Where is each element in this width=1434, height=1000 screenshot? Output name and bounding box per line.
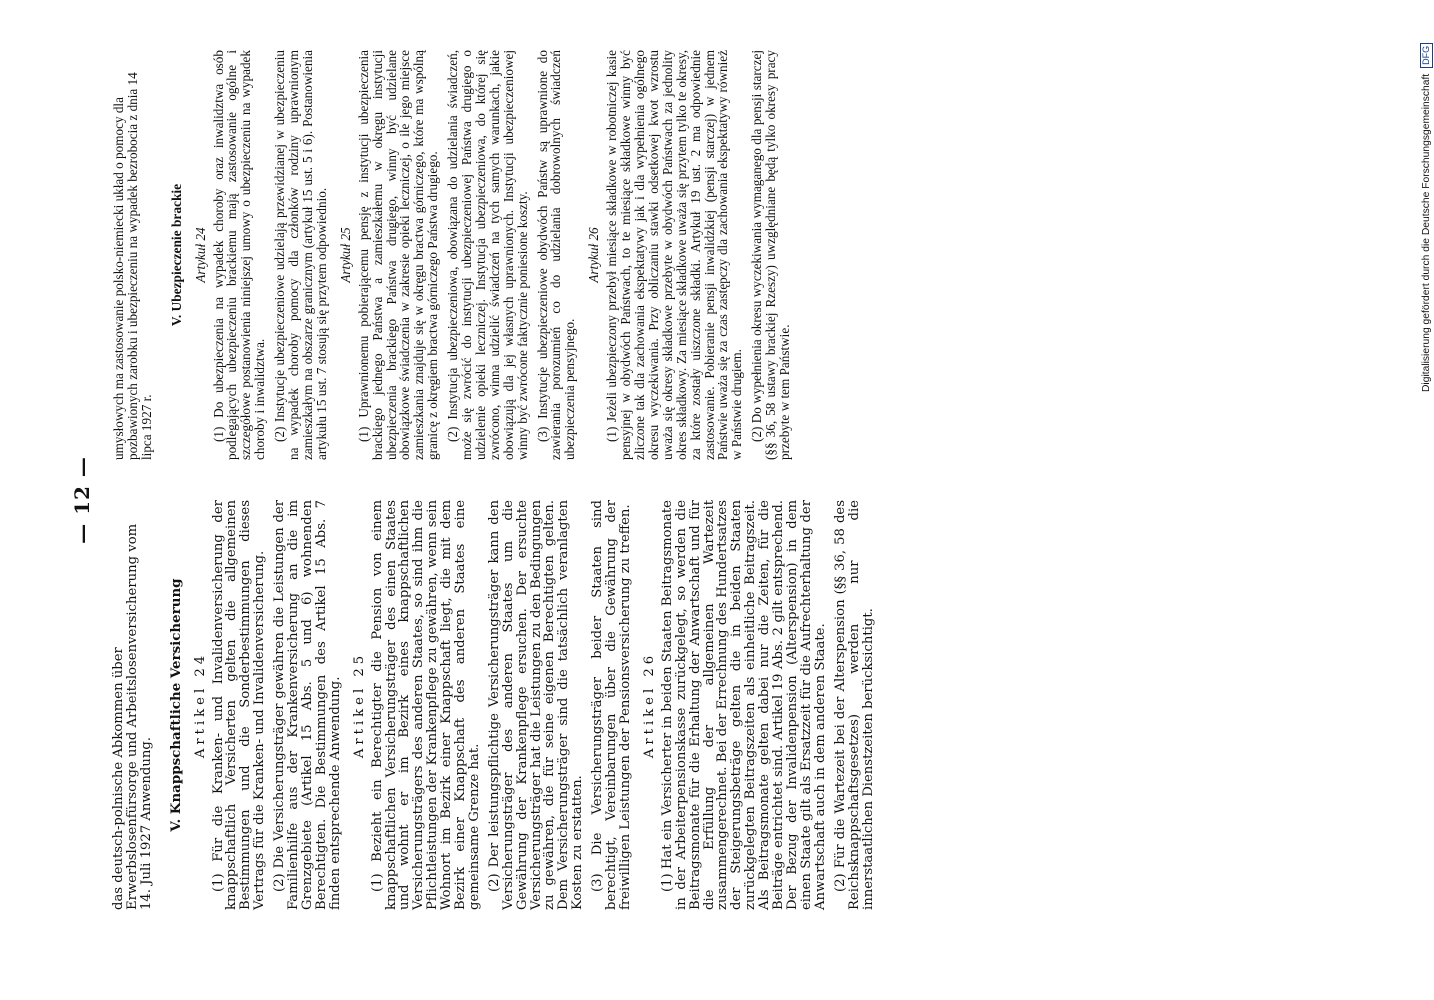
polish-intro: umysłowych ma zastosowanie polsko-niemiecki układ o pomocy dla pozbawionych zarobku i ubezpieczeniu na wypadek bezrobocia z dnia 14 lipca 1927 r. — [111, 72, 154, 460]
german-article-24-paragraph-2: (2) Die Versicherungsträger gewähren die Leistungen der Familienhilfe aus der Krankenversicherung an die im Grenzgebiete (Artikel 15 Abs. 5 und 6) wohnenden Berechtigten. Die Bestimmungen des Artikel 15 Abs. 7 finden entsprechende Anwendung. — [272, 500, 343, 910]
german-article-25-heading: Artikel 25 — [351, 651, 367, 759]
polish-article-24-paragraph-1: (1) Do ubezpieczenia na wypadek choroby oraz inwalidztwa osób podlegających ubezpieczeniu brackiemu mają zastosowanie ogólne i szczegółowe postanowienia niniejszej umowy o ubezpieczeniu na wypadek choroby i inwalidztwa. — [210, 50, 268, 460]
polish-article-25-paragraph-3: (3) Instytucje ubezpieczeniowe obydwóch Państw są uprawnione do zawierania porozumień co do udzielania dobrowolnych świadczeń ubezpieczenia pensyjnego. — [534, 50, 578, 460]
polish-article-24-heading: Artykuł 24 — [192, 227, 208, 283]
german-article-26-paragraph-1: (1) Hat ein Versicherter in beiden Staaten Beitragsmonate in der Arbeiterpensionskasse zurückgelegt, so werden die Beitragsmonate für die Erhaltung der Anwartschaft und für die Erfüllung der allgemeinen Wartezeit zusammengerechnet. Bei der Errechnung des Hundertsatzes der Steigerungsbeträge gelten die in beiden Staaten zurückgelegten Beitragszeiten als einheitliche Beitragszeit. Als Beitragsmonate gelten dabei nur die Zeiten, für die Beiträge entrichtet sind. Artikel 19 Abs. 2 gilt entsprechend. Der Bezug der Invalidenpension (Alterspension) in dem einen Staate gilt als Ersatzzeit für die Aufrechterhaltung der Anwartschaft auch in dem anderen Staate. — [659, 500, 828, 910]
german-article-24-paragraph-1: (1) Für die Kranken- und Invalidenversicherung der knappschaftlich Versicherten gelten die allgemeinen Bestimmungen und die Sonderbestimmungen dieses Vertrags für die Kranken- und Invalidenversicherung. — [210, 500, 268, 910]
german-article-24-heading: Artikel 24 — [192, 651, 208, 759]
german-intro: das deutsch-polnische Abkommen über Erwerbslosenfürsorge und Arbeitslosenversicherung vom 14. Juli 1927 Anwendung. — [111, 523, 154, 910]
polish-article-24-paragraph-2: (2) Instytucje ubezpieczeniowe udzielają przewidzianej w ubezpieczeniu na wypadek choroby pomocy dla członków rodziny uprawnionym zamieszkałym na obszarze granicznym (artykuł 15 ust. 5 i 6). Postanowienia artykułu 15 ust. 7 stosują się przytem odpowiednio. — [272, 50, 329, 460]
german-article-25-paragraph-1: (1) Bezieht ein Berechtigter die Pension von einem knappschaftlichen Versicherungsträger des einen Staates und wohnt er im Bezirk eines knappschaftlichen Versicherungsträgers des anderen Staates, so sind ihm die Pflichtleistungen der Krankenpflege zu gewähren, wenn sein Wohnort im Bezirk einer Knappschaft liegt, die mit dem Bezirk einer Knappschaft des anderen Staates eine gemeinsame Grenze hat. — [369, 500, 482, 910]
polish-article-25-paragraph-2: (2) Instytucja ubezpieczeniowa, obowiązana do udzielania świadczeń, może się zwrócić do instytucji ubezpieczeniowej Państwa drugiego o udzielenie opieki leczniczej. Instytucja ubezpieczeniowa, do której się zwrócono, winna udzielić świadczeń na tych samych warunkach, jakie obowiązują dla jej własnych uprawnionych. Instytucji ubezpieczeniowej winny być zwrócone faktycznie poniesione koszty. — [445, 50, 530, 460]
credit-text: Digitalisierung gefördert durch die Deutsche Forschungsgemeinschaft — [1421, 73, 1432, 392]
german-article-26-heading: Artikel 26 — [641, 651, 657, 759]
polish-article-25-heading: Artykuł 25 — [337, 227, 353, 283]
digitization-credit — [1420, 8, 1434, 392]
polish-article-26-paragraph-1: (1) Jeżeli ubezpieczony przebył miesiące składkowe w robotniczej kasie pensyjnej w obydwóch Państwach, to te miesiące składkowe winny być zliczone tak dla zachowania ekspektatywy jak i dla wypełnienia ogólnego okresu wyczekiwania. Przy obliczaniu stawki odsetkowej kwot wzrostu uważa się okresy składkowe przebyte w obydwóch Państwach za jednolity okres składkowy. Za miesiące składkowe uważa się przytem tylko te okresy, za które zostały uiszczone składki. Artykuł 19 ust. 2 ma odpowiednie zastosowanie. Pobieranie pensji inwalidzkiej (pensji starczej) w jednem Państwie uważa się za czas zastępczy dla zachowania ekspektatywy również w Państwie drugiem. — [604, 50, 745, 460]
polish-section-v — [170, 50, 792, 460]
polish-section-heading: V. Ubezpieczenie brackie — [168, 183, 184, 327]
german-article-25-paragraph-3: (3) Die Versicherungsträger beider Staaten sind berechtigt, Vereinbarungen über die Gewährung der freiwilligen Leistungen der Pensionsversicherung zu treffen. — [590, 500, 633, 910]
german-section-v — [167, 500, 876, 910]
german-article-26-paragraph-2: (2) Für die Wartezeit bei der Alterspension (§§ 36, 58 des Reichsknappschaftsgesetzes) werden nur die innerstaatlichen Dienstzeiten berücksichtigt. — [832, 500, 876, 910]
polish-column — [112, 50, 800, 460]
polish-article-25-paragraph-1: (1) Uprawnionemu pobierającemu pensję z instytucji ubezpieczenia brackiego jednego Państwa a zamieszkałemu w okręgu instytucji ubezpieczenia brackiego Państwa drugiego, winny być udzielane obowiązkowe świadczenia w zakresie opieki leczniczej, o ile jego miejsce zamieszkania znajduje się w okręgu bractwa górniczego, które ma wspólną granicę z okręgiem bractwa górniczego Państwa drugiego. — [355, 50, 441, 460]
german-section-heading: V. Knappschaftliche Versicherung — [167, 578, 184, 832]
dfg-logo: DFG — [1420, 43, 1433, 68]
polish-article-26-heading: Artykuł 26 — [586, 227, 602, 283]
polish-article-26-paragraph-2: (2) Do wypełnienia okresu wyczekiwania wymaganego dla pensji starczej (§§ 36, 58 ustawy brackiej Rzeszy) uwzględniane będą tylko okresy pracy przebyte w tem Państwie. — [749, 50, 793, 460]
page-number: — 12 — — [70, 456, 94, 544]
german-article-25-paragraph-2: (2) Der leistungspflichtige Versicherungsträger kann den Versicherungsträger des anderen Staates um die Gewährung der Krankenpflege ersuchen. Der ersuchte Versicherungsträger hat die Leistungen zu den Bedingungen zu gewähren, die für seine eigenen Berechtigten gelten. Dem Versicherungsträger sind die tatsächlich veranlagten Kosten zu erstatten. — [486, 500, 586, 910]
german-column — [112, 500, 883, 910]
